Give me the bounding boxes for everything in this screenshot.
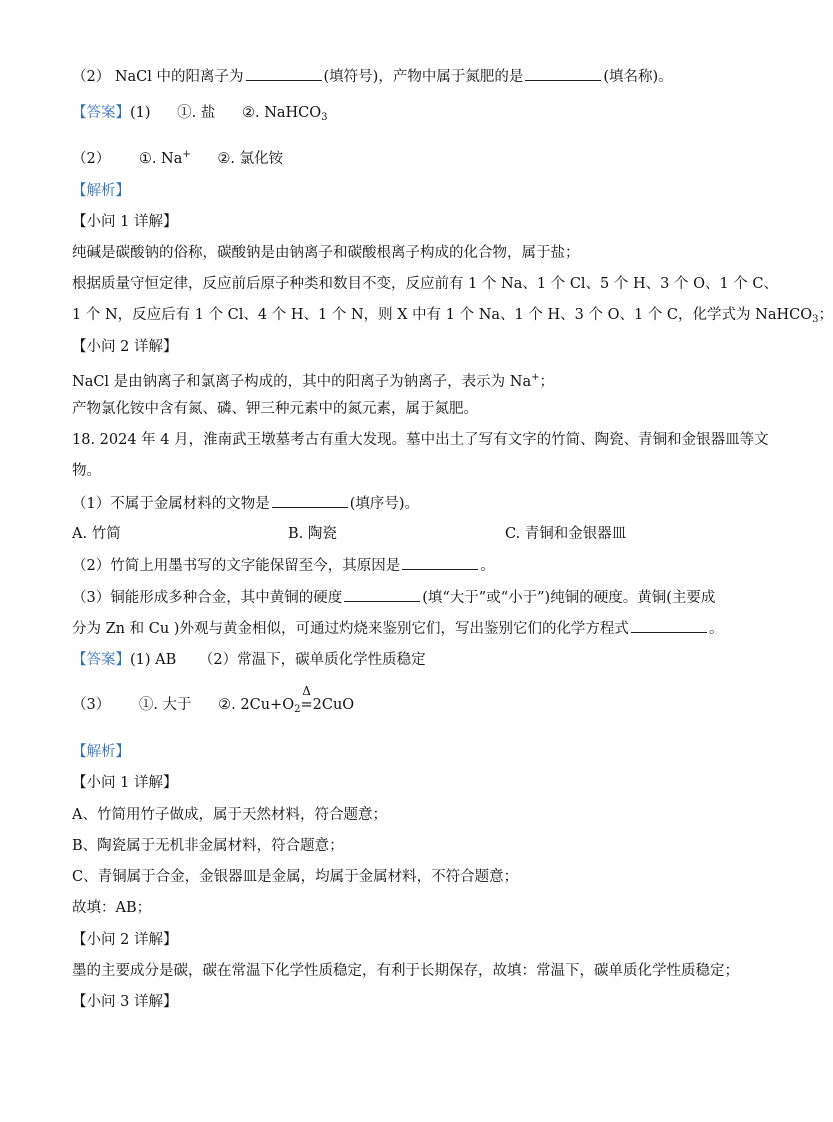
explanation-text: 根据质量守恒定律，反应前后原子种类和数目不变，反应前有 1 个 Na、1 个 Cl、5 个 H、3 个 O、1 个 C、 <box>72 276 779 292</box>
analysis-tag: 【解析】 <box>72 183 130 199</box>
answer-blank <box>246 66 322 81</box>
answer-17-line-1: 【答案】(1) ①. 盐 ②. NaHCO$_3$ <box>72 105 328 123</box>
sub-question-heading: 【小问 1 详解】 <box>72 775 178 791</box>
q17-part2: （2） NaCl 中的阳离子为 (填符号)，产物中属于氮肥的是 (填名称)。 <box>72 66 673 87</box>
explanation-text: 1 个 N，反应后有 1 个 Cl、4 个 H、1 个 N，则 X 中有 1 个 Na、1 个 H、3 个 O、1 个 C，化学式为 NaHCO$_3$； <box>72 307 833 325</box>
answer-17-line-2: （2） ①. Na+ ②. 氯化铵 <box>72 149 284 167</box>
heating-condition: Δ = <box>300 684 313 713</box>
option-b: B. 陶瓷 <box>288 526 337 542</box>
sub-question-heading: 【小问 3 详解】 <box>72 994 178 1010</box>
question-18-stem: 18. 2024 年 4 月，淮南武王墩墓考古有重大发现。墓中出土了写有文字的竹简、陶瓷、青铜和金银器皿等文 <box>72 432 769 448</box>
explanation-text: 产物氯化铵中含有氮、磷、钾三种元素中的氮元素，属于氮肥。 <box>72 401 478 417</box>
option-a: A. 竹简 <box>72 526 121 542</box>
answer-blank <box>402 555 478 570</box>
answer-blank <box>631 618 707 633</box>
answer-tag: 【答案】 <box>72 105 130 121</box>
explanation-text: A、竹简用竹子做成，属于天然材料，符合题意； <box>72 807 387 823</box>
explanation-text: 故填：AB； <box>72 900 152 916</box>
question-18-part2: （2）竹简上用墨书写的文字能保留至今，其原因是 。 <box>72 555 495 576</box>
explanation-text: 墨的主要成分是碳，碳在常温下化学性质稳定，有利于长期保存，故填：常温下，碳单质化学性质稳定； <box>72 963 739 979</box>
answer-blank <box>525 66 601 81</box>
question-18-part3: 分为 Zn 和 Cu )外观与黄金相似，可通过灼烧来鉴别它们，写出鉴别它们的化学方程式 。 <box>72 618 723 639</box>
analysis-tag: 【解析】 <box>72 744 130 760</box>
explanation-text: NaCl 是由钠离子和氯离子构成的，其中的阳离子为钠离子，表示为 Na+； <box>72 372 555 390</box>
explanation-text: B、陶瓷属于无机非金属材料，符合题意； <box>72 838 344 854</box>
answer-tag: 【答案】 <box>72 652 130 668</box>
answer-18-line-2: （3） ①. 大于 ②. $2Cu+O_2$ Δ =2CuO <box>72 684 355 715</box>
sub-question-heading: 【小问 2 详解】 <box>72 932 178 948</box>
question-18-stem: 物。 <box>72 463 101 479</box>
explanation-text: C、青铜属于合金，金银器皿是金属，均属于金属材料，不符合题意； <box>72 869 519 885</box>
answer-18-line-1: 【答案】(1) AB （2）常温下，碳单质化学性质稳定 <box>72 652 426 668</box>
sub-question-heading: 【小问 1 详解】 <box>72 214 178 230</box>
question-18-part1: （1）不属于金属材料的文物是 (填序号)。 <box>72 493 419 514</box>
answer-blank <box>272 493 348 508</box>
explanation-text: 纯碱是碳酸钠的俗称，碳酸钠是由钠离子和碳酸根离子构成的化合物，属于盐； <box>72 245 580 261</box>
sub-question-heading: 【小问 2 详解】 <box>72 339 178 355</box>
question-18-part3: （3）铜能形成多种合金，其中黄铜的硬度 (填“大于”或“小于”)纯铜的硬度。黄铜(主要成 <box>72 587 715 608</box>
answer-blank <box>344 587 420 602</box>
option-c: C. 青铜和金银器皿 <box>505 526 627 542</box>
